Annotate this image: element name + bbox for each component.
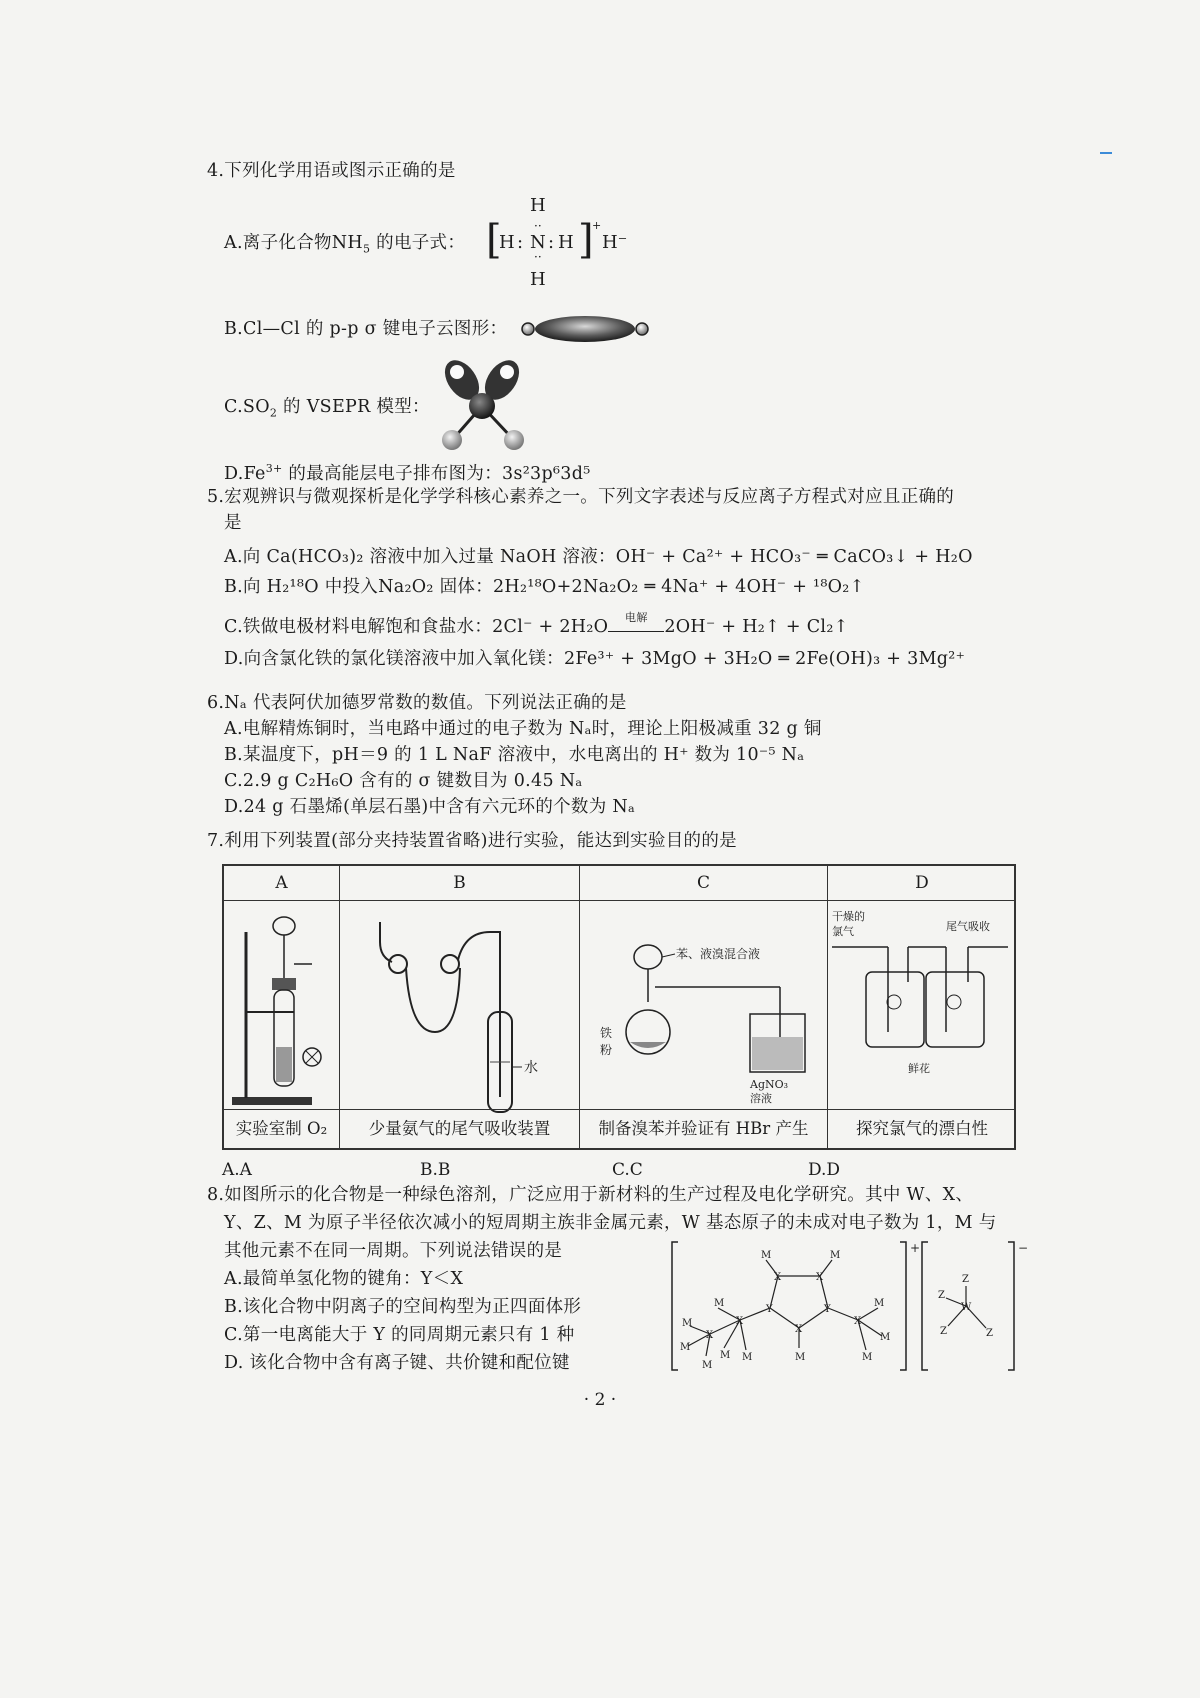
q8-option-c: C.第一电离能大于 Y 的同周期元素只有 1 种 (224, 1325, 575, 1345)
water-label: 水 (524, 1060, 538, 1076)
oxygen-setup-drawing (224, 902, 338, 1114)
flower-label: 鲜花 (908, 1062, 930, 1075)
ammonia-absorption-drawing (340, 902, 578, 1114)
svg-text:M: M (761, 1250, 772, 1261)
so2-vsepr-model (432, 358, 532, 454)
mixture-label: 苯、液溴混合液 (676, 947, 761, 961)
tail-gas-label: 尾气吸收 (946, 920, 990, 933)
q5-stem-line1: 5.宏观辨识与微观探析是化学学科核心素养之一。下列文字表述与反应离子方程式对应且正确的 (207, 487, 955, 507)
q8-option-b: B.该化合物中阴离子的空间构型为正四面体形 (224, 1297, 582, 1317)
q7-answer-c: C.C (612, 1160, 643, 1180)
col-a-caption: 实验室制 O₂ (224, 1109, 339, 1148)
agno3-label: AgNO₃ (750, 1078, 789, 1091)
svg-text:−: − (1018, 1241, 1029, 1255)
col-c-caption: 制备溴苯并验证有 HBr 产生 (580, 1109, 827, 1148)
apparatus-table (222, 864, 1016, 1150)
svg-text:M: M (680, 1342, 691, 1353)
q7-stem: 7.利用下列装置(部分夹持装置省略)进行实验，能达到实验目的的是 (207, 831, 737, 851)
q6-option-b: B.某温度下，pH＝9 的 1 L NaF 溶液中，水电离出的 H⁺ 数为 10⁻⁵ Nₐ (224, 745, 805, 765)
apparatus-col-d (828, 866, 1016, 1148)
q6-option-d: D.24 g 石墨烯(单层石墨)中含有六元环的个数为 Nₐ (224, 797, 636, 817)
svg-text:Z: Z (962, 1274, 969, 1285)
chlorine-bleaching-drawing (828, 902, 1014, 1114)
q8-stem-line1: 8.如图所示的化合物是一种绿色溶剂，广泛应用于新材料的生产过程及电化学研究。其中 W、X、 (207, 1185, 974, 1205)
col-a-header: A (224, 866, 339, 901)
sigma-bond-electron-cloud (520, 314, 650, 344)
ionic-compound-structure (670, 1238, 1030, 1378)
svg-text:M: M (880, 1332, 891, 1343)
svg-text:Z: Z (938, 1290, 945, 1301)
svg-text:M: M (862, 1352, 873, 1363)
apparatus-col-c (580, 866, 828, 1148)
svg-text:M: M (830, 1250, 841, 1261)
bromobenzene-setup-drawing (580, 902, 826, 1114)
q4-stem: 4.下列化学用语或图示正确的是 (207, 161, 456, 181)
svg-text:W: W (961, 1302, 972, 1313)
q5-option-c: C.铁做电极材料电解饱和食盐水：2Cl⁻ + 2H₂O 电解 2OH⁻ + H₂↑ + Cl₂↑ (224, 611, 849, 637)
svg-text:X: X (736, 1316, 744, 1327)
nh5-lewis-structure: H H [ H : N ·· ·· : H ] + H⁻ (486, 195, 628, 290)
svg-text:X: X (706, 1330, 714, 1341)
apparatus-col-b (340, 866, 580, 1148)
col-d-caption: 探究氯气的漂白性 (828, 1109, 1016, 1148)
svg-text:Y: Y (824, 1304, 831, 1315)
q8-stem-line2: Y、Z、M 为原子半径依次减小的短周期主族非金属元素，W 基态原子的未成对电子数为 1，M 与 (224, 1213, 997, 1233)
svg-text:+: + (910, 1241, 921, 1255)
powder-label: 粉 (600, 1043, 613, 1057)
q8-option-a: A.最简单氢化物的键角：Y＜X (224, 1269, 464, 1289)
svg-text:Z: Z (986, 1328, 993, 1339)
q4-option-a: A.离子化合物$NH_5$ 的电子式： (224, 233, 466, 256)
svg-text:M: M (702, 1360, 713, 1371)
q6-option-a: A.电解精炼铜时，当电路中通过的电子数为 Nₐ时，理论上阳极减重 32 g 铜 (224, 719, 822, 739)
apparatus-col-a (224, 866, 340, 1148)
svg-text:Y: Y (766, 1304, 773, 1315)
q5-option-a: A.向 Ca(HCO₃)₂ 溶液中加入过量 NaOH 溶液：OH⁻ + Ca²⁺ + HCO₃⁻ ═ CaCO₃↓ + H₂O (224, 547, 973, 567)
col-c-header: C (580, 866, 827, 901)
dry-label-1: 干燥的 (832, 910, 865, 923)
svg-text:M: M (874, 1298, 885, 1309)
q7-answer-b: B.B (420, 1160, 451, 1180)
col-d-header: D (828, 866, 1016, 901)
q5-stem-line2: 是 (224, 513, 242, 533)
solution-label: 溶液 (750, 1092, 772, 1105)
q7-answer-d: D.D (808, 1160, 841, 1180)
svg-text:M: M (720, 1350, 731, 1361)
q4-option-c: $C.SO_2$ 的 VSEPR 模型： (224, 397, 430, 420)
col-b-caption: 少量氨气的尾气吸收装置 (340, 1109, 579, 1148)
q6-stem: 6.Nₐ 代表阿伏加德罗常数的数值。下列说法正确的是 (207, 693, 627, 713)
svg-text:X: X (816, 1272, 824, 1283)
svg-text:Z: Z (940, 1326, 947, 1337)
svg-text:M: M (714, 1298, 725, 1309)
iron-label: 铁 (600, 1026, 613, 1040)
svg-text:M: M (682, 1318, 693, 1329)
q4-option-d: $D.Fe^{3+}$ 的最高能层电子排布图为：3s²3p⁶3d⁵ (224, 462, 591, 484)
q4-option-b: B.Cl—Cl 的 p-p σ 键电子云图形： (224, 319, 508, 339)
svg-text:M: M (795, 1352, 806, 1363)
svg-text:M: M (742, 1352, 753, 1363)
dry-label-2: 氯气 (832, 925, 854, 938)
q7-answer-a: A.A (222, 1160, 252, 1180)
q8-stem-line3: 其他元素不在同一周期。下列说法错误的是 (224, 1241, 563, 1261)
q5-option-b: B.向 H₂¹⁸O 中投入Na₂O₂ 固体：2H₂¹⁸O+2Na₂O₂ ═ 4Na⁺ + 4OH⁻ + ¹⁸O₂↑ (224, 577, 865, 597)
svg-text:X: X (774, 1272, 782, 1283)
page-number: · 2 · (583, 1390, 617, 1410)
q8-option-d: D. 该化合物中含有离子键、共价键和配位键 (224, 1353, 570, 1373)
svg-text:X: X (795, 1324, 803, 1335)
blue-mark (1100, 152, 1112, 154)
q6-option-c: C.2.9 g C₂H₆O 含有的 σ 键数目为 0.45 Nₐ (224, 771, 583, 791)
q5-option-d: D.向含氯化铁的氯化镁溶液中加入氧化镁：2Fe³⁺ + 3MgO + 3H₂O ═ 2Fe(OH)₃ + 3Mg²⁺ (224, 649, 966, 669)
col-b-header: B (340, 866, 579, 901)
svg-text:X: X (854, 1316, 862, 1327)
